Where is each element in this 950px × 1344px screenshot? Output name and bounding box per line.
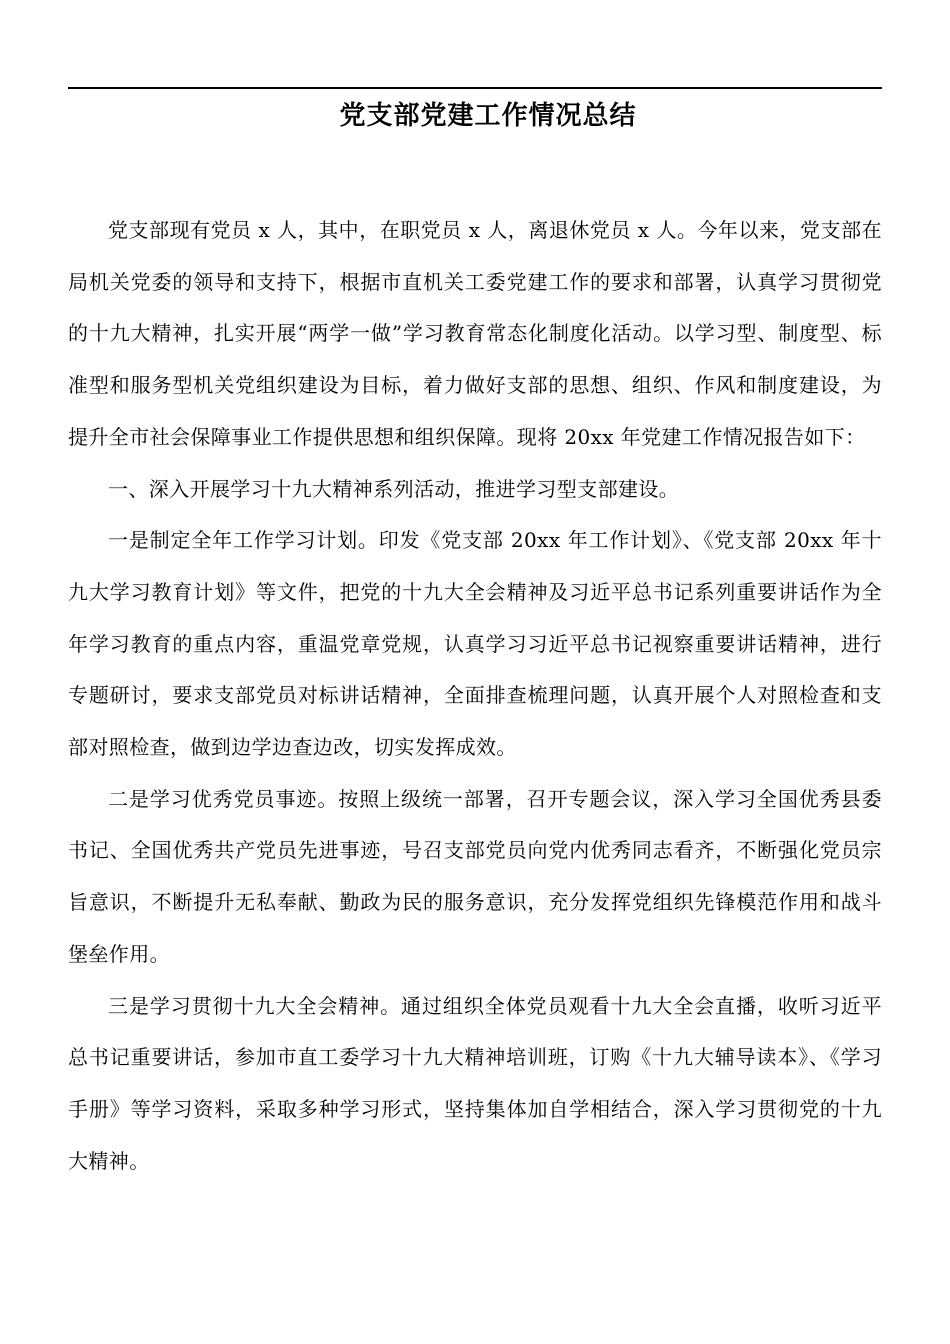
document-body <box>68 205 882 1187</box>
document-title: 党支部党建工作情况总结 <box>339 101 637 131</box>
paragraph-point-two: 二是学习优秀党员事迹。按照上级统一部署，召开专题会议，深入学习全国优秀县委书记、全国优秀共产党员先进事迹，号召支部党员向党内优秀同志看齐，不断强化党员宗旨意识，不断提升无私奉献、勤政为民的服务意识，充分发挥党组织先锋模范作用和战斗堡垒作用。 <box>68 786 882 966</box>
paragraph-intro: 党支部现有党员 x 人，其中，在职党员 x 人，离退休党员 x 人。今年以来，党支部在局机关党委的领导和支持下，根据市直机关工委党建工作的要求和部署，认真学习贯彻党的十九大精神，扎实开展“两学一做”学习教育常态化制度化活动。以学习型、制度型、标准型和服务型机关党组织建设为目标，着力做好支部的思想、组织、作风和制度建设，为提升全市社会保障事业工作提供思想和组织保障。现将 20xx 年党建工作情况报告如下： <box>68 218 882 449</box>
paragraph-point-three: 三是学习贯彻十九大全会精神。通过组织全体党员观看十九大全会直播，收听习近平总书记重要讲话，参加市直工委学习十九大精神培训班，订购《十九大辅导读本》、《学习手册》等学习资料，采取多种学习形式，坚持集体加自学相结合，深入学习贯彻党的十九大精神。 <box>68 993 882 1173</box>
header-rule <box>68 87 882 89</box>
paragraph-point-one: 一是制定全年工作学习计划。印发《党支部 20xx 年工作计划》、《党支部 20xx 年十九大学习教育计划》等文件，把党的十九大全会精神及习近平总书记系列重要讲话作为全年学习教育的重点内容，重温党章党规，认真学习习近平总书记视察重要讲话精神，进行专题研讨，要求支部党员对标讲话精神，全面排查梳理问题，认真开展个人对照检查和支部对照检查，做到边学边查边改，切实发挥成效。 <box>68 528 882 760</box>
paragraph-section-heading: 一、深入开展学习十九大精神系列活动，推进学习型支部建设。 <box>108 476 680 501</box>
